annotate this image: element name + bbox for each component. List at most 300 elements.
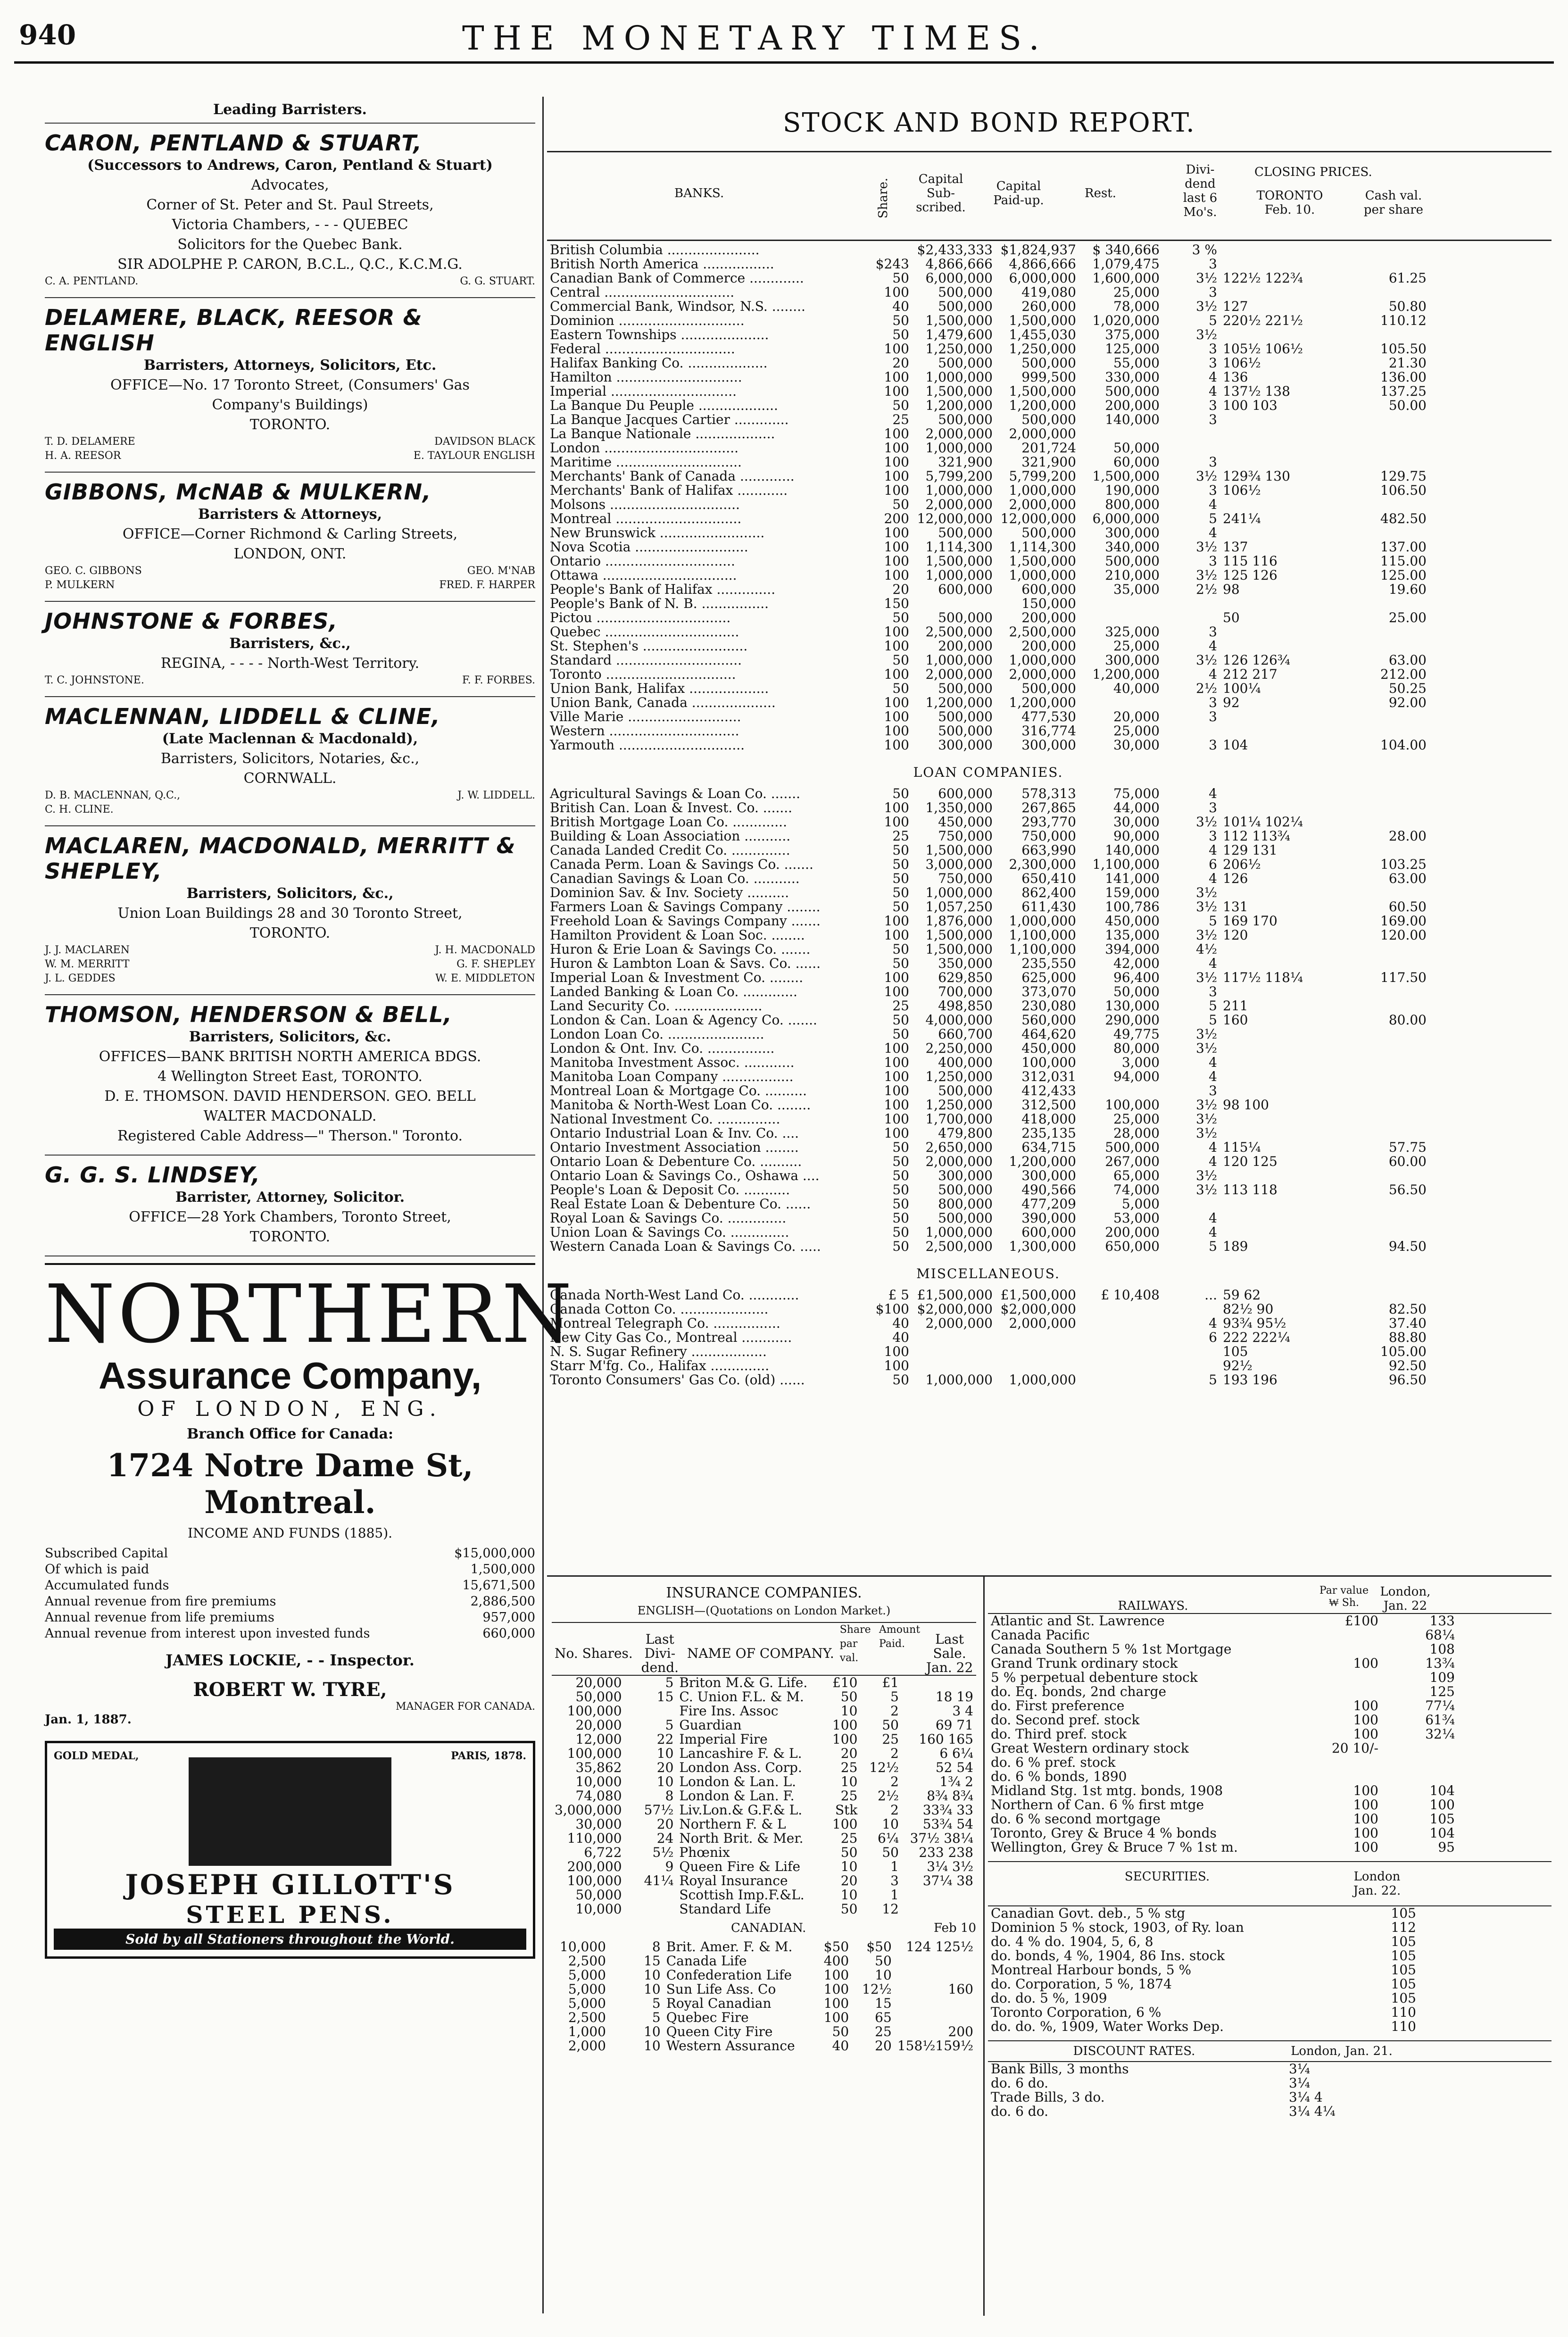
- shares-value: 5,000: [568, 1996, 606, 2011]
- firm-card: [45, 130, 535, 298]
- company-header: NAME OF COMPANY.: [687, 1646, 834, 1661]
- stock-row: [547, 956, 1429, 971]
- price-value: 129¾ 130: [1223, 468, 1290, 484]
- rest-value: 1,079,475: [1092, 256, 1160, 272]
- parval-value: 25: [840, 1760, 858, 1775]
- stock-row: [547, 710, 1429, 724]
- share-value: 20: [892, 355, 909, 371]
- share-value: 100: [884, 913, 909, 929]
- railway-name: Canada Southern 5 % 1st Mortgage: [991, 1641, 1232, 1657]
- subscribed-value: 5,799,200: [925, 468, 993, 484]
- subscribed-value: 1,200,000: [925, 695, 993, 710]
- paidup-value: 419,080: [1021, 284, 1076, 300]
- paidup-value: 4,866,666: [1009, 256, 1076, 272]
- company-name: London & Can. Loan & Agency Co. .......: [550, 1013, 817, 1027]
- paidup-value: 464,620: [1021, 1026, 1076, 1042]
- subscribed-value: 1,114,300: [925, 539, 993, 555]
- firm-line: OFFICE—Corner Richmond & Carling Streets,: [122, 526, 458, 542]
- security-row: [988, 2020, 1419, 2034]
- firm-line: D. E. THOMSON. DAVID HENDERSON. GEO. BELL: [104, 1088, 476, 1105]
- discount-row: [988, 2090, 1414, 2104]
- price-value: [1220, 1225, 1344, 1239]
- par-value: [1324, 1642, 1381, 1656]
- insurance-row: [552, 1888, 976, 1902]
- share-value: 100: [884, 984, 909, 999]
- subscribed-value: 500,000: [938, 723, 993, 739]
- cash-value: 50.00: [1388, 398, 1427, 413]
- firm-rule: [45, 297, 535, 298]
- subscribed-value: 1,250,000: [925, 341, 993, 357]
- subscribed-value: 300,000: [938, 1168, 993, 1183]
- sale-value: 200: [948, 2024, 973, 2039]
- rest-value: 1,500,000: [1092, 468, 1160, 484]
- insurance-row: [552, 1775, 976, 1789]
- firm-card: [45, 1002, 535, 1156]
- price-value: [1220, 1211, 1344, 1225]
- railway-row: [988, 1840, 1458, 1855]
- subscribed-value: 321,900: [938, 454, 993, 470]
- par-header: Par value ₩ Sh.: [1319, 1585, 1369, 1609]
- discount-rate: 3¼ 4: [1289, 2089, 1323, 2105]
- paidup-value: $2,000,000: [1000, 1301, 1076, 1317]
- dividend-value: 15: [644, 1953, 661, 1969]
- cash-value: [1344, 1197, 1429, 1211]
- stock-row: [547, 787, 1429, 801]
- security-name: do. do. 5 %, 1909: [991, 1990, 1107, 2006]
- cash-value: 25.00: [1388, 610, 1427, 625]
- dividend-value: 3½: [1196, 539, 1217, 555]
- subscribed-value: 1,000,000: [925, 369, 993, 385]
- northern-address: 1724 Notre Dame St, Montreal.: [107, 1447, 473, 1521]
- company-name: People's Bank of N. B. ................: [550, 597, 769, 611]
- price-value: [1220, 1056, 1344, 1070]
- rest-value: 200,000: [1105, 398, 1160, 413]
- paidup-value: 201,724: [1021, 440, 1076, 456]
- dividend-value: 6: [1209, 857, 1217, 872]
- dividend-value: 3½: [1196, 270, 1217, 286]
- cash-value: [1344, 427, 1429, 441]
- railway-row: [988, 1642, 1458, 1656]
- par-value: 100: [1353, 1726, 1378, 1742]
- price-value: [1220, 1197, 1344, 1211]
- share-value: 100: [884, 814, 909, 830]
- stock-row: [547, 568, 1429, 582]
- cash-value: 82.50: [1388, 1301, 1427, 1317]
- price-value: 106½: [1223, 355, 1261, 371]
- paidup-value: 200,000: [1021, 638, 1076, 654]
- share-value: 20: [892, 582, 909, 597]
- company-name: Building & Loan Association ...........: [550, 829, 791, 843]
- sale-value: 8¾ 8¾: [927, 1788, 973, 1804]
- price-value: 92: [1223, 695, 1240, 710]
- insurance-row: [552, 1996, 976, 2011]
- firm-line: Registered Cable Address—" Therson." Toronto.: [117, 1128, 463, 1144]
- sale-value: 233 238: [919, 1845, 973, 1860]
- rest-value: 25,000: [1113, 638, 1160, 654]
- shares-value: 100,000: [567, 1746, 622, 1761]
- firm-line: Barrister, Attorney, Solicitor.: [175, 1189, 405, 1206]
- par-value: 20 10/-: [1331, 1740, 1378, 1756]
- share-value: 100: [884, 525, 909, 541]
- paidup-value: 1,300,000: [1009, 1239, 1076, 1254]
- rest-value: 5,000: [1121, 1196, 1160, 1212]
- insurance-row: [552, 1732, 976, 1747]
- price-value: 82½ 90: [1223, 1301, 1274, 1317]
- share-value: 40: [892, 1315, 909, 1331]
- paid-value: 65: [875, 2010, 892, 2025]
- paidup-value: 300,000: [1021, 737, 1076, 753]
- income-title: INCOME AND FUNDS (1885).: [187, 1525, 393, 1541]
- dividend-value: 3½: [1196, 899, 1217, 915]
- share-value: 100: [884, 695, 909, 710]
- paidup-value: 390,000: [1021, 1210, 1076, 1226]
- company-name: Confederation Life: [666, 1967, 792, 1983]
- railway-row: [988, 1741, 1458, 1755]
- firm-partners: [45, 578, 535, 592]
- subscribed-value: [912, 1359, 996, 1373]
- cash-value: 60.00: [1388, 1154, 1427, 1169]
- income-row: [45, 1578, 535, 1594]
- stock-row: [547, 342, 1429, 356]
- shares-value: 110,000: [567, 1830, 622, 1846]
- company-name: Real Estate Loan & Debenture Co. ......: [550, 1197, 811, 1211]
- company-name: Fire Ins. Assoc: [679, 1703, 779, 1719]
- dividend-value: 10: [644, 2038, 661, 2054]
- company-name: Dominion ..............................: [550, 314, 745, 328]
- shares-value: 30,000: [575, 1816, 622, 1832]
- subscribed-value: 200,000: [938, 638, 993, 654]
- company-name: Central ...............................: [550, 285, 735, 299]
- security-name: do. 4 % do. 1904, 5, 6, 8: [991, 1934, 1153, 1949]
- cash-value: 37.40: [1388, 1315, 1427, 1331]
- dividend-value: 4: [1209, 871, 1217, 886]
- parval-value: 20: [840, 1873, 858, 1888]
- price-value: [1220, 1112, 1344, 1126]
- stock-row: [547, 1013, 1429, 1027]
- paid-value: 15: [875, 1996, 892, 2011]
- paid-value: 12½: [862, 1981, 892, 1997]
- share-value: 100: [884, 369, 909, 385]
- share-value: 50: [892, 398, 909, 413]
- shares-value: 3,000,000: [555, 1802, 622, 1818]
- discount-rate: 3¼: [1289, 2075, 1310, 2091]
- cash-value: [1344, 498, 1429, 512]
- subscribed-value: 1,000,000: [925, 652, 993, 668]
- company-name: Union Loan & Savings Co. ..............: [550, 1225, 789, 1239]
- company-name: Agricultural Savings & Loan Co. .......: [550, 787, 801, 801]
- firm-line: Solicitors for the Quebec Bank.: [177, 236, 403, 253]
- railway-name: Canada Pacific: [991, 1627, 1090, 1643]
- partner-name: T. D. DELAMERE: [45, 436, 135, 448]
- subscribed-value: 1,000,000: [925, 1224, 993, 1240]
- railway-name: do. Second pref. stock: [991, 1712, 1140, 1728]
- price-value: 189: [1223, 1239, 1248, 1254]
- paidup-value: 600,000: [1021, 582, 1076, 597]
- insurance-row: [552, 1874, 976, 1888]
- paid-value: 25: [875, 2024, 892, 2039]
- company-name: Brit. Amer. F. & M.: [666, 1939, 793, 1954]
- gillott-name: JOSEPH GILLOTT'S: [125, 1869, 455, 1901]
- dividend-value: 3: [1209, 553, 1217, 569]
- gillott-paris: PARIS, 1878.: [451, 1750, 526, 1762]
- price-value: [1220, 942, 1344, 956]
- cash-value: [1344, 1225, 1429, 1239]
- insurance-row: [552, 1982, 976, 1996]
- subscribed-value: 1,479,600: [925, 327, 993, 342]
- cash-value: [1344, 1211, 1429, 1225]
- partner-name: GEO. C. GIBBONS: [45, 565, 142, 577]
- cash-value: 61.25: [1388, 270, 1427, 286]
- share-value: 50: [892, 270, 909, 286]
- paidup-value: 477,530: [1021, 709, 1076, 724]
- cash-value: [1344, 1070, 1429, 1084]
- stock-row: [547, 370, 1429, 384]
- firm-name: CARON, PENTLAND & STUART,: [45, 130, 422, 156]
- company-name: People's Loan & Deposit Co. ...........: [550, 1183, 790, 1197]
- price-value: [1220, 597, 1344, 611]
- par-value: £100: [1344, 1613, 1378, 1629]
- subscribed-value: 500,000: [938, 355, 993, 371]
- stock-row: [547, 582, 1429, 597]
- firm-line: 4 Wellington Street East, TORONTO.: [158, 1068, 423, 1085]
- dividend-value: 3: [1209, 695, 1217, 710]
- company-name: Quebec ................................: [550, 625, 739, 639]
- cash-header: Cash val. per share: [1363, 189, 1424, 217]
- paidup-value: 1,455,030: [1009, 327, 1076, 342]
- firm-line: CORNWALL.: [243, 770, 337, 787]
- rest-value: [1079, 427, 1162, 441]
- subscribed-value: $2,433,333: [917, 242, 993, 258]
- cash-value: 94.50: [1388, 1239, 1427, 1254]
- dividend-value: 5: [1209, 998, 1217, 1014]
- railway-name: 5 % perpetual debenture stock: [991, 1670, 1198, 1685]
- shares-value: 200,000: [567, 1859, 622, 1874]
- subscribed-value: 2,000,000: [925, 666, 993, 682]
- dividend-value: 4: [1209, 638, 1217, 654]
- cash-value: [1344, 999, 1429, 1013]
- dividend-value: 3: [1209, 624, 1217, 640]
- firm-name: MACLAREN, MACDONALD, MERRITT & SHEPLEY,: [45, 833, 516, 884]
- security-price: 105: [1391, 1962, 1416, 1978]
- price-value: [1220, 526, 1344, 540]
- paid-value: 50: [882, 1717, 899, 1733]
- discount-name: do. 6 do.: [991, 2075, 1048, 2091]
- parval-value: 10: [840, 1774, 858, 1789]
- header-rule: [14, 61, 1554, 64]
- share-value: 100: [884, 624, 909, 640]
- company-name: Merchants' Bank of Canada .............: [550, 469, 795, 483]
- dividend-value: 3½: [1196, 1111, 1217, 1127]
- share-value: 100: [884, 723, 909, 739]
- partner-name: D. B. MACLENNAN, Q.C.,: [45, 790, 181, 801]
- company-name: Ontario Loan & Savings Co., Oshawa ....: [550, 1169, 820, 1183]
- subscribed-value: 498,850: [938, 998, 993, 1014]
- stock-row: [547, 738, 1429, 752]
- cash-value: 105.50: [1380, 341, 1427, 357]
- dividend-value: 4: [1209, 369, 1217, 385]
- par-value: [1324, 1755, 1381, 1770]
- firm-rule: [45, 472, 535, 473]
- cash-value: 137.25: [1380, 383, 1427, 399]
- cash-value: 92.50: [1388, 1358, 1427, 1373]
- paidup-value: 230,080: [1021, 998, 1076, 1014]
- price-value: [1220, 441, 1344, 455]
- partner-name: W. M. MERRITT: [45, 958, 130, 970]
- price-value: [1220, 328, 1344, 342]
- rest-value: 94,000: [1113, 1069, 1160, 1084]
- subscribed-value: 1,500,000: [925, 383, 993, 399]
- discount-table: [988, 2062, 1414, 2119]
- dividend-value: 10: [644, 1981, 661, 1997]
- stock-row: [547, 914, 1429, 928]
- shares-value: 50,000: [575, 1689, 622, 1705]
- canadian-table: [552, 1940, 976, 2053]
- paidup-value: 500,000: [1021, 355, 1076, 371]
- security-price: 112: [1391, 1920, 1416, 1935]
- price-value: 129 131: [1223, 842, 1278, 858]
- paidup-value: 1,000,000: [1009, 913, 1076, 929]
- paid-value: 3: [890, 1873, 899, 1888]
- dividend-value: 4: [1209, 666, 1217, 682]
- manager: ROBERT W. TYRE,: [193, 1679, 387, 1701]
- railway-name: Atlantic and St. Lawrence: [991, 1613, 1165, 1629]
- subscribed-value: 1,057,250: [925, 899, 993, 915]
- dividend-value: 3 %: [1192, 242, 1217, 258]
- rest-value: 267,000: [1105, 1154, 1160, 1169]
- price-value: 169 170: [1223, 913, 1278, 929]
- railway-name: do. 6 % pref. stock: [991, 1755, 1116, 1770]
- share-value: 50: [892, 1224, 909, 1240]
- firm-line: Union Loan Buildings 28 and 30 Toronto Street,: [117, 905, 463, 922]
- cash-value: 57.75: [1388, 1139, 1427, 1155]
- sale-value: 33¾ 33: [922, 1802, 973, 1818]
- company-name: Canada Landed Credit Co. ..............: [550, 843, 790, 857]
- parval-value: 50: [840, 1689, 858, 1705]
- security-row: [988, 1906, 1419, 1921]
- railway-name: do. Third pref. stock: [991, 1726, 1127, 1742]
- dividend-value: 5: [1209, 913, 1217, 929]
- share-value: 100: [884, 341, 909, 357]
- price-value: 120: [1223, 927, 1248, 943]
- cash-value: [1344, 639, 1429, 653]
- gillott-sold: Sold by all Stationers throughout the World.: [54, 1929, 526, 1950]
- income-value: 660,000: [482, 1626, 535, 1641]
- share-value: 50: [892, 899, 909, 915]
- price-value: [1220, 625, 1344, 639]
- firm-partners: [45, 972, 535, 986]
- insurance-row: [552, 1761, 976, 1775]
- subscribed-value: [912, 1331, 996, 1345]
- cash-value: [1344, 1084, 1429, 1098]
- price-value: 125 126: [1223, 567, 1278, 583]
- dividend-value: 8: [665, 1788, 674, 1804]
- stock-row: [547, 469, 1429, 483]
- stock-row: [547, 1070, 1429, 1084]
- rest-value: 500,000: [1105, 383, 1160, 399]
- price-value: 122½ 122¾: [1223, 270, 1303, 286]
- rest-value: 55,000: [1113, 355, 1160, 371]
- london-price: 100: [1429, 1797, 1455, 1813]
- paidup-value: 2,000,000: [1009, 1315, 1076, 1331]
- insurance-row: [552, 1846, 976, 1860]
- price-value: [1220, 985, 1344, 999]
- paid-value: 50: [875, 1953, 892, 1969]
- lower-column-rule: [983, 1575, 985, 2316]
- cash-value: [1344, 815, 1429, 829]
- paidup-value: 611,430: [1021, 899, 1076, 915]
- rest-value: £ 10,408: [1101, 1287, 1160, 1303]
- railway-row: [988, 1770, 1458, 1784]
- parval-value: 50: [840, 1845, 858, 1860]
- rest-value: 140,000: [1105, 412, 1160, 427]
- firm-line: TORONTO.: [249, 416, 331, 433]
- gillott-pens: STEEL PENS.: [186, 1901, 394, 1929]
- partner-name: DAVIDSON BLACK: [434, 436, 535, 448]
- cash-value: 136.00: [1380, 369, 1427, 385]
- subscribed-header: Capital Sub-scribed.: [916, 172, 966, 215]
- banks-table: [547, 243, 1429, 752]
- company-name: Maritime ..............................: [550, 455, 742, 469]
- income-row: [45, 1594, 535, 1610]
- rest-value: 6,000,000: [1092, 511, 1160, 526]
- sale-value: 160: [948, 1981, 973, 1997]
- cash-value: [1344, 985, 1429, 999]
- company-name: Imperial ..............................: [550, 384, 737, 399]
- london-price: [1381, 1755, 1458, 1770]
- dividend-value: 4: [1209, 497, 1217, 512]
- canadian-title: CANADIAN.: [731, 1921, 806, 1935]
- insurance-row: [552, 1747, 976, 1761]
- stock-row: [547, 356, 1429, 370]
- railway-name: Wellington, Grey & Bruce 7 % 1st m.: [991, 1839, 1238, 1855]
- firm-partners: [45, 943, 535, 957]
- firm-partners: [45, 274, 535, 289]
- paidup-value: 450,000: [1021, 1040, 1076, 1056]
- par-value: 100: [1353, 1655, 1378, 1671]
- london-price: 105: [1429, 1811, 1455, 1827]
- dividend-value: 3½: [1196, 567, 1217, 583]
- firm-rule: [45, 1155, 535, 1156]
- stock-row: [547, 829, 1429, 843]
- share-value: 100: [884, 709, 909, 724]
- cash-value: [1344, 1056, 1429, 1070]
- company-name: Yarmouth ..............................: [550, 738, 745, 752]
- paidup-value: 150,000: [1021, 596, 1076, 611]
- dividend-value: 3: [1209, 800, 1217, 815]
- northern-date: Jan. 1, 1887.: [45, 1713, 132, 1727]
- subscribed-value: 1,500,000: [925, 927, 993, 943]
- shares-value: 2,000: [568, 2038, 606, 2054]
- share-value: 50: [892, 885, 909, 900]
- paid-value: 10: [875, 1967, 892, 1983]
- rest-value: 30,000: [1113, 814, 1160, 830]
- northern-branch: Branch Office for Canada:: [186, 1426, 394, 1442]
- partner-name: J. J. MACLAREN: [45, 944, 130, 956]
- share-value: 50: [892, 1372, 909, 1388]
- stock-row: [547, 1112, 1429, 1126]
- subscribed-value: 1,500,000: [925, 941, 993, 957]
- shares-value: 74,080: [575, 1788, 622, 1804]
- income-row: [45, 1562, 535, 1578]
- sale-value: [895, 1996, 976, 2011]
- price-value: 100 103: [1223, 398, 1278, 413]
- stock-row: [547, 815, 1429, 829]
- dividend-value: 4: [1209, 1315, 1217, 1331]
- discount-title: DISCOUNT RATES.: [1073, 2044, 1195, 2058]
- company-name: Landed Banking & Loan Co. .............: [550, 985, 797, 999]
- insurance-section: [552, 1585, 976, 2053]
- rest-value: 49,775: [1113, 1026, 1160, 1042]
